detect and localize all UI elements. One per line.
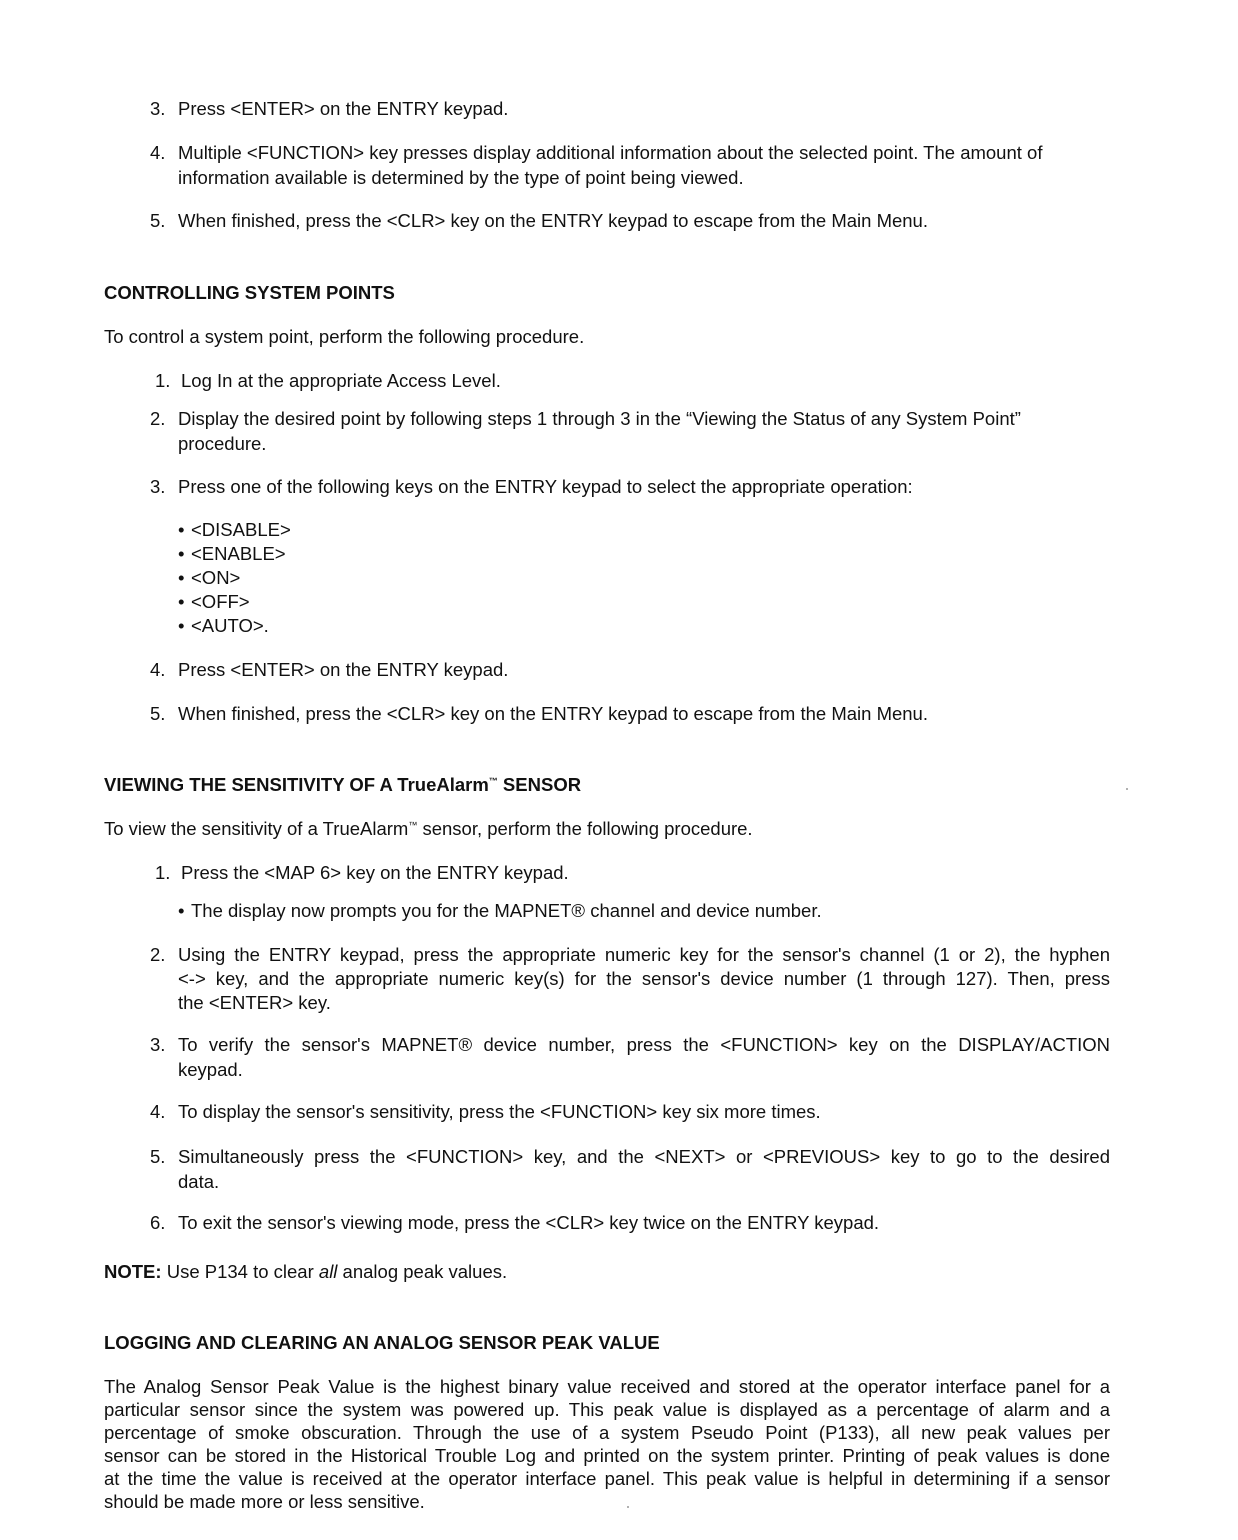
- step-number: 5.: [150, 703, 166, 724]
- step-text: Simultaneously press the <FUNCTION> key, and the <NEXT> or <PREVIOUS> key to go to the desired: [178, 1146, 1110, 1167]
- step-number: 1.: [155, 862, 171, 883]
- controlling-heading: CONTROLLING SYSTEM POINTS: [104, 282, 395, 303]
- note-label: NOTE:: [104, 1261, 162, 1282]
- step-text: To display the sensor's sensitivity, press the <FUNCTION> key six more times.: [178, 1101, 821, 1122]
- step-text: keypad.: [178, 1059, 243, 1080]
- paragraph-line: sensor can be stored in the Historical Trouble Log and printed on the system printer. Printing of peak values is done: [104, 1445, 1110, 1466]
- step-number: 4.: [150, 142, 166, 163]
- logging-heading: LOGGING AND CLEARING AN ANALOG SENSOR PEAK VALUE: [104, 1332, 660, 1353]
- scan-speck: [627, 1506, 629, 1508]
- paragraph-line: The Analog Sensor Peak Value is the highest binary value received and stored at the operator interface panel for a: [104, 1376, 1110, 1397]
- step-text: Press the <MAP 6> key on the ENTRY keypad.: [181, 862, 569, 883]
- note: NOTE: Use P134 to clear all analog peak values.: [104, 1261, 508, 1282]
- step-text: Multiple <FUNCTION> key presses display additional information about the selected point. The amount of: [178, 142, 1043, 163]
- controlling-intro: To control a system point, perform the following procedure.: [104, 326, 585, 347]
- key-list-item: • <ENABLE>: [178, 542, 286, 566]
- step-number: 5.: [150, 1146, 166, 1167]
- step-number: 4.: [150, 1101, 166, 1122]
- step-number: 3.: [150, 1034, 166, 1055]
- step-text: the <ENTER> key.: [178, 992, 331, 1013]
- key-list-item: • <DISABLE>: [178, 518, 291, 542]
- step-text: Press <ENTER> on the ENTRY keypad.: [178, 98, 509, 119]
- step-number: 6.: [150, 1212, 166, 1233]
- step-text: data.: [178, 1171, 220, 1192]
- paragraph-line: percentage of smoke obscuration. Through the use of a system Pseudo Point (P133), all new peak values per: [104, 1422, 1110, 1443]
- sensitivity-heading: VIEWING THE SENSITIVITY OF A TrueAlarm™ SENSOR: [104, 774, 582, 795]
- step-number: 1.: [155, 370, 171, 391]
- step-number: 3.: [150, 476, 166, 497]
- key-list-item: • <ON>: [178, 566, 240, 590]
- step-text: <-> key, and the appropriate numeric key(s) for the sensor's device number (1 through 127). Then, press: [178, 968, 1110, 989]
- step-text: Display the desired point by following steps 1 through 3 in the “Viewing the Status of any System Point”: [178, 408, 1021, 429]
- paragraph-line: particular sensor since the system was powered up. This peak value is displayed as a percentage of alarm and a: [104, 1399, 1110, 1420]
- step-text: Press <ENTER> on the ENTRY keypad.: [178, 659, 509, 680]
- step-text: Log In at the appropriate Access Level.: [181, 370, 501, 391]
- step-text: Press one of the following keys on the ENTRY keypad to select the appropriate operation:: [178, 476, 913, 497]
- sensitivity-intro: To view the sensitivity of a TrueAlarm™ sensor, perform the following procedure.: [104, 818, 753, 839]
- step-text: Using the ENTRY keypad, press the appropriate numeric key for the sensor's channel (1 or 2), the hyphen: [178, 944, 1110, 965]
- paragraph-line: at the time the value is received at the operator interface panel. This peak value is helpful in determining if a sensor: [104, 1468, 1110, 1489]
- sensitivity-sub-bullet: • The display now prompts you for the MAPNET® channel and device number.: [178, 899, 822, 923]
- step-number: 3.: [150, 98, 166, 119]
- scan-speck: [1126, 788, 1128, 790]
- step-text: When finished, press the <CLR> key on the ENTRY keypad to escape from the Main Menu.: [178, 703, 928, 724]
- step-text: When finished, press the <CLR> key on the ENTRY keypad to escape from the Main Menu.: [178, 210, 928, 231]
- step-text: procedure.: [178, 433, 267, 454]
- step-text: To verify the sensor's MAPNET® device number, press the <FUNCTION> key on the DISPLAY/ACTION: [178, 1034, 1110, 1055]
- step-number: 4.: [150, 659, 166, 680]
- key-list-item: • <OFF>: [178, 590, 250, 614]
- step-text: To exit the sensor's viewing mode, press the <CLR> key twice on the ENTRY keypad.: [178, 1212, 880, 1233]
- step-number: 2.: [150, 408, 166, 429]
- step-number: 5.: [150, 210, 166, 231]
- step-number: 2.: [150, 944, 166, 965]
- key-list-item: • <AUTO>.: [178, 614, 269, 638]
- step-text: information available is determined by the type of point being viewed.: [178, 167, 744, 188]
- paragraph-line: should be made more or less sensitive.: [104, 1491, 425, 1512]
